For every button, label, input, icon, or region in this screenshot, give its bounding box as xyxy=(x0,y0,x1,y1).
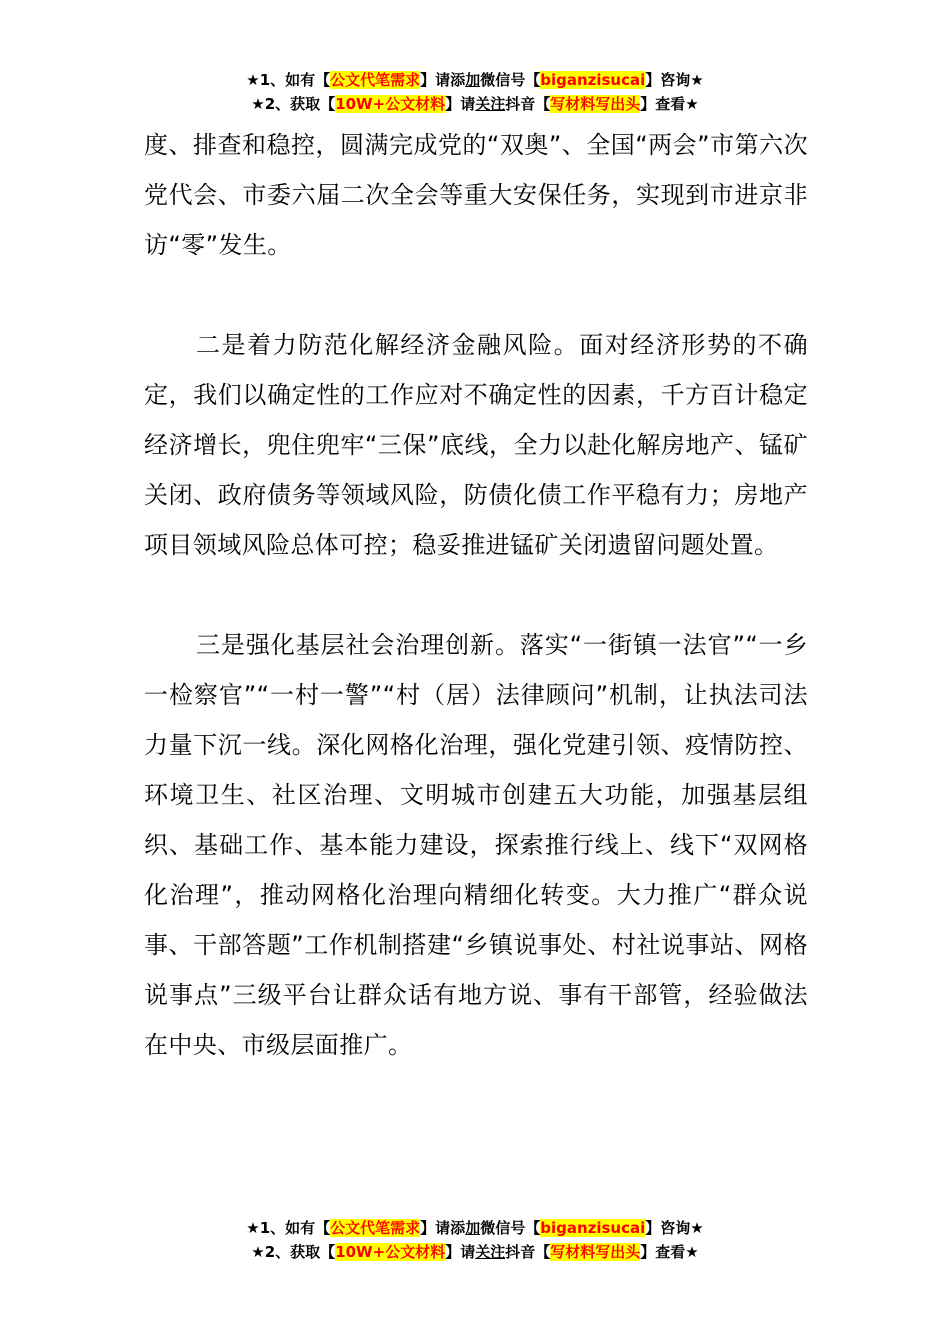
footer-banner xyxy=(0,1216,950,1264)
banner-text: 微信号【 xyxy=(480,1219,541,1237)
banner-line-1 xyxy=(0,68,950,92)
banner-text: 】请添 xyxy=(420,1219,466,1237)
banner-line-2 xyxy=(0,92,950,116)
banner-text: 抖音【 xyxy=(505,1243,551,1261)
banner-text: 】查看★ xyxy=(640,95,699,113)
banner-highlight: biganzisucai xyxy=(540,1219,646,1237)
banner-text: 】查看★ xyxy=(640,1243,699,1261)
banner-highlight: 公文代笔需求 xyxy=(330,71,421,89)
banner-text: 】咨询★ xyxy=(645,1219,704,1237)
banner-text: ★1、如有【 xyxy=(246,1219,331,1237)
banner-text: 抖音【 xyxy=(505,95,551,113)
banner-text: 微信号【 xyxy=(480,71,541,89)
paragraph-continuation: 度、排查和稳控，圆满完成党的“双奥”、全国“两会”市第六次党代会、市委六届二次全会等重大安保任务，实现到市进京非访“零”发生。 xyxy=(144,131,808,259)
banner-text: 】咨询★ xyxy=(645,71,704,89)
banner-highlight: 10W+公文材料 xyxy=(335,1243,446,1261)
banner-emphasis: 关注 xyxy=(475,1243,506,1261)
paragraph-grassroots-governance: 三是强化基层社会治理创新。落实“一街镇一法官”“一乡一检察官”“一村一警”“村（居）法律顾问”机制，让执法司法力量下沉一线。深化网格化治理，强化党建引领、疫情防控、环境卫生、社区治理、文明城市创建五大功能，加强基层组织、基础工作、基本能力建设，探索推行线上、线下“双网格化治理”，推动网格化治理向精细化转变。大力推广“群众说事、干部答题”工作机制搭建“乡镇说事处、村社说事站、网格说事点”三级平台让群众话有地方说、事有干部管，经验做法在中央、市级层面推广。 xyxy=(144,631,808,1059)
banner-text: 】请添 xyxy=(420,71,466,89)
header-banner xyxy=(0,68,950,116)
banner-text: ★1、如有【 xyxy=(246,71,331,89)
banner-text: ★2、获取【 xyxy=(251,95,336,113)
banner-text: ★2、获取【 xyxy=(251,1243,336,1261)
banner-text: 】请 xyxy=(445,1243,476,1261)
banner-highlight: 10W+公文材料 xyxy=(335,95,446,113)
banner-line-1 xyxy=(0,1216,950,1240)
banner-highlight: 写材料写出头 xyxy=(550,95,641,113)
banner-line-2 xyxy=(0,1240,950,1264)
document-body xyxy=(144,120,808,1070)
banner-highlight: 公文代笔需求 xyxy=(330,1219,421,1237)
banner-text: 】请 xyxy=(445,95,476,113)
banner-emphasis: 加 xyxy=(465,1219,481,1237)
paragraph-economic-risk: 二是着力防范化解经济金融风险。面对经济形势的不确定，我们以确定性的工作应对不确定性的因素，千方百计稳定经济增长，兜住兜牢“三保”底线，全力以赴化解房地产、锰矿关闭、政府债务等领域风险，防债化债工作平稳有力；房地产项目领域风险总体可控；稳妥推进锰矿关闭遗留问题处置。 xyxy=(144,331,808,559)
banner-highlight: 写材料写出头 xyxy=(550,1243,641,1261)
banner-emphasis: 关注 xyxy=(475,95,506,113)
banner-highlight: biganzisucai xyxy=(540,71,646,89)
banner-emphasis: 加 xyxy=(465,71,481,89)
